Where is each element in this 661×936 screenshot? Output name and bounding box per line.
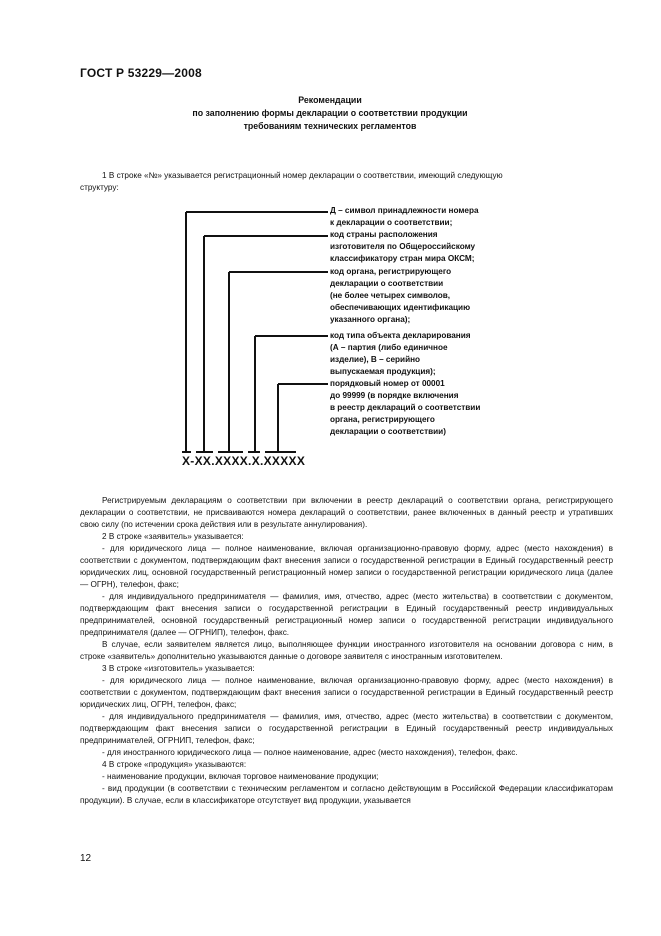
- title-line: требованиям технических регламентов: [243, 121, 417, 131]
- label-line: Д – символ принадлежности номера: [330, 206, 479, 215]
- label-line: код страны расположения: [330, 230, 438, 239]
- paragraph: - наименование продукции, включая торговое наименование продукции;: [102, 772, 379, 781]
- label-line: декларации о соответствии): [330, 427, 446, 436]
- main-text: [80, 495, 613, 807]
- label-line: изготовителя по Общероссийскому: [330, 242, 476, 251]
- title-line: по заполнению формы декларации о соответствии продукции: [192, 108, 468, 118]
- paragraph: - для иностранного юридического лица — полное наименование, адрес (место нахождения), телефон, факс.: [102, 748, 518, 757]
- intro-line: структуру:: [80, 183, 119, 192]
- paragraph: - для индивидуального предпринимателя — фамилия, имя, отчество, адрес (место жительства) в соответствии с документом, подтверждающим факт внесения записи о государственной регистрации в Единый государственный реестр индивидуальных предпринимателей, основной государственный регистрационный номер записи о государственной регистрации индивидуального предпринимателя (далее — ОГРНИП), телефон, факс.: [80, 592, 613, 637]
- paragraph: Регистрируемым декларациям о соответствии при включении в реестр деклараций о соответствии органа, регистрирующего декларации о соответствии, не присваиваются номера деклараций о соответствии, ранее включенных в данный реестр и утративших свою силу (по истечении срока действия или в результате аннулирования).: [80, 496, 613, 529]
- label-line: декларации о соответствии: [330, 279, 444, 288]
- title-line: Рекомендации: [298, 95, 362, 105]
- paragraph: - для юридического лица — полное наименование, включая организационно-правовую форму, адрес (место нахождения) в соответствии с документом, подтверждающим факт внесения записи о государственной регистрации в Единый государственный реестр юридических лиц, ОГРН, телефон, факс;: [80, 676, 613, 709]
- label-line: до 99999 (в порядке включения: [330, 391, 459, 400]
- intro-paragraph: [80, 170, 613, 194]
- label-line: изделие), В – серийно: [330, 355, 421, 364]
- intro-line: 1 В строке «№» указывается регистрационный номер декларации о соответствии, имеющий следующую: [102, 171, 503, 180]
- paragraph: 2 В строке «заявитель» указывается:: [102, 532, 244, 541]
- label-line: код органа, регистрирующего: [330, 267, 452, 276]
- label-line: в реестр деклараций о соответствии: [330, 403, 481, 412]
- label-line: к декларации о соответствии;: [330, 218, 453, 227]
- number-format: Х-ХХ.ХХХХ.Х.ХХХХХ: [182, 454, 306, 468]
- diagram-label-type: [330, 330, 530, 378]
- page-number: 12: [80, 853, 92, 864]
- paragraph: - для юридического лица — полное наименование, включая организационно-правовую форму, адрес (место нахождения) в соответствии с документом, подтверждающим факт внесения записи о государственной регистрации в Единый государственный реестр юридических лиц, основной государственный регистрационный номер записи о государственной регистрации юридического лица (далее — ОГРН), телефон, факс;: [80, 544, 613, 589]
- label-line: выпускаемая продукция);: [330, 367, 436, 376]
- diagram-label-d: [330, 205, 530, 229]
- document-code: ГОСТ Р 53229—2008: [80, 66, 202, 80]
- label-line: органа, регистрирующего: [330, 415, 435, 424]
- label-line: (не более четырех символов,: [330, 291, 451, 300]
- label-line: порядковый номер от 00001: [330, 379, 445, 388]
- paragraph: 3 В строке «изготовитель» указывается:: [102, 664, 255, 673]
- diagram-label-organ: [330, 266, 530, 326]
- label-line: обеспечивающих идентификацию: [330, 303, 471, 312]
- paragraph: - для индивидуального предпринимателя — фамилия, имя, отчество, адрес (место жительства) в соответствии с документом, подтверждающим факт внесения записи о государственной регистрации в Единый государственный реестр индивидуальных предпринимателей, ОГРНИП, телефон, факс;: [80, 712, 613, 745]
- paragraph: 4 В строке «продукция» указываются:: [102, 760, 247, 769]
- label-line: указанного органа);: [330, 315, 411, 324]
- paragraph: В случае, если заявителем является лицо, выполняющее функции иностранного изготовителя на основании договора с ним, в строке «заявитель» дополнительно указываются данные о договоре заявителя с иностранным изготовителем.: [80, 640, 613, 661]
- paragraph: - вид продукции (в соответствии с техническим регламентом и согласно действующим в Российской Федерации классификаторам продукции). В случае, если в классификаторе отсутствует вид продукции, указывается: [80, 784, 613, 805]
- label-line: код типа объекта декларирования: [330, 331, 471, 340]
- diagram-label-country: [330, 229, 530, 265]
- diagram-label-serial: [330, 378, 530, 438]
- recommendations-title: [120, 94, 540, 133]
- label-line: (А – партия (либо единичное: [330, 343, 448, 352]
- label-line: классификатору стран мира ОКСМ;: [330, 254, 475, 263]
